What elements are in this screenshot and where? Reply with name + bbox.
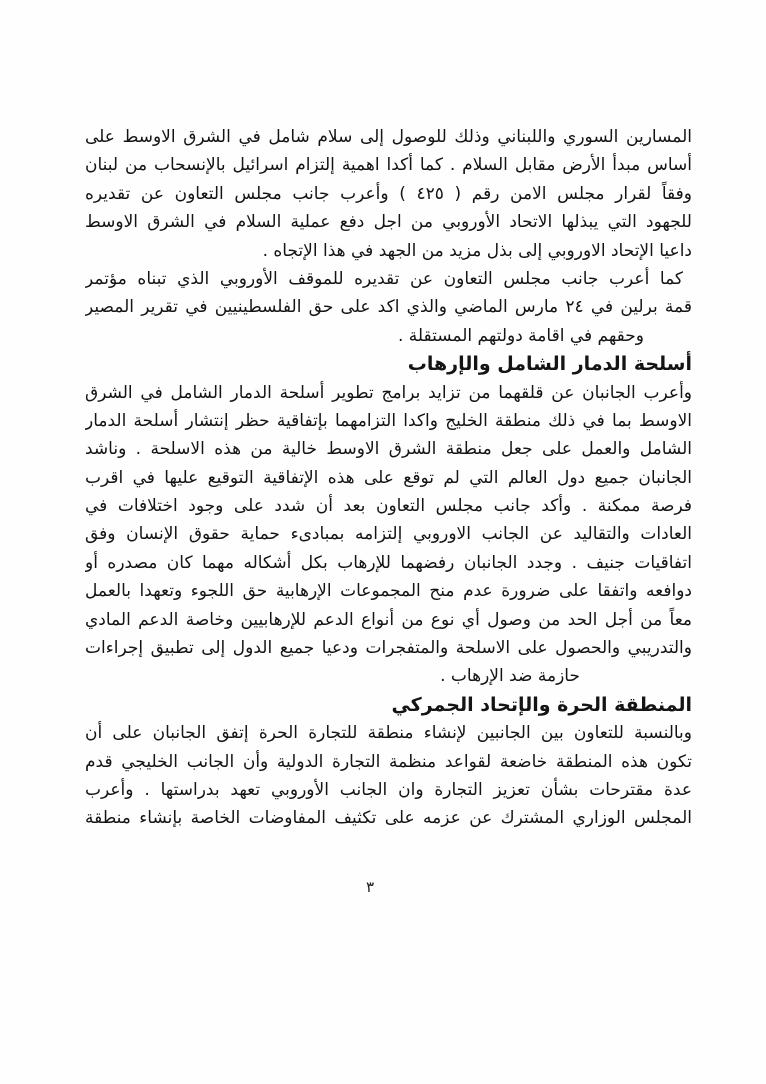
text-line: داعيا الإتحاد الاوروبي إلى بذل مزيد من الجهد في هذا الإتجاه . xyxy=(262,240,692,261)
text-line: فرصة ممكنة . وأكد جانب مجلس التعاون بعد أن شدد على وجود اختلافات في xyxy=(85,496,692,517)
text-line: الشامل والعمل على جعل منطقة الشرق الاوسط خالية من هذه الاسلحة . وناشد xyxy=(85,439,692,460)
text-line: دوافعه واتفقا على ضرورة عدم منح المجموعات الإرهابية حق اللجوء وتعهدا بالعمل xyxy=(85,581,692,602)
text-line: الجانبان جميع دول العالم التي لم توقع على هذه الإتفاقية التوقيع عليها في اقرب xyxy=(85,467,692,488)
text-line: كما أعرب جانب مجلس التعاون عن تقديره للموقف الأوروبي الذي تبناه مؤتمر xyxy=(85,268,683,289)
text-line: وفقاً لقرار مجلس الامن رقم ( ٤٢٥ ) وأعرب جانب مجلس التعاون عن تقديره xyxy=(85,183,692,204)
text-line: حازمة ضد الإرهاب . xyxy=(440,666,580,687)
heading-wmd-terrorism: أسلحة الدمار الشامل والإرهاب xyxy=(407,353,692,376)
page-number: ٣ xyxy=(365,878,375,896)
text-line: أساس مبدأ الأرض مقابل السلام . كما أكدا اهمية إلتزام اسرائيل بالإنسحاب من لبنان xyxy=(85,155,692,176)
text-line: الاوسط بما في ذلك منطقة الخليج واكدا التزامهما بإتفاقية حظر إنتشار أسلحة الدمار xyxy=(85,410,692,431)
heading-free-trade-customs-union: المنطقة الحرة والإتحاد الجمركي xyxy=(391,693,692,716)
text-line: المجلس الوزاري المشترك عن عزمه على تكثيف المفاوضات الخاصة بإنشاء منطقة xyxy=(85,808,692,829)
text-line: وحقهم في اقامة دولتهم المستقلة . xyxy=(397,325,644,346)
text-line: معاً من أجل الحد من وصول أي نوع من أنواع الدعم للإرهابيين وخاصة الدعم المادي xyxy=(85,609,692,630)
text-block xyxy=(85,123,692,833)
text-line: العادات والتقاليد عن الجانب الاوروبي إلتزامه بمبادىء حماية حقوق الإنسان وفق xyxy=(85,524,692,545)
text-line: اتفاقيات جنيف . وجدد الجانبان رفضهما للإرهاب بكل أشكاله مهما كان مصدره أو xyxy=(85,552,692,573)
text-line: قمة برلين في ٢٤ مارس الماضي والذي اكد على حق الفلسطينيين في تقرير المصير xyxy=(85,297,692,318)
text-line: وأعرب الجانبان عن قلقهما من تزايد برامج تطوير أسلحة الدمار الشامل في الشرق xyxy=(85,382,692,403)
text-line: عدة مقترحات بشأن تعزيز التجارة وان الجانب الأوروبي تعهد بدراستها . وأعرب xyxy=(85,779,692,800)
text-line: للجهود التي يبذلها الاتحاد الأوروبي من اجل دفع عملية السلام في الشرق الاوسط xyxy=(85,212,692,233)
text-line: والتدريبي والحصول على الاسلحة والمتفجرات ودعيا جميع الدول إلى تطبيق إجراءات xyxy=(85,638,692,659)
text-line: وبالنسبة للتعاون بين الجانبين لإنشاء منطقة للتجارة الحرة إتفق الجانبان على أن xyxy=(85,723,692,744)
text-line: المسارين السوري واللبناني وذلك للوصول إلى سلام شامل في الشرق الاوسط على xyxy=(85,127,692,147)
text-line: تكون هذه المنطقة خاضعة لقواعد منظمة التجارة الدولية وأن الجانب الخليجي قدم xyxy=(85,751,692,772)
